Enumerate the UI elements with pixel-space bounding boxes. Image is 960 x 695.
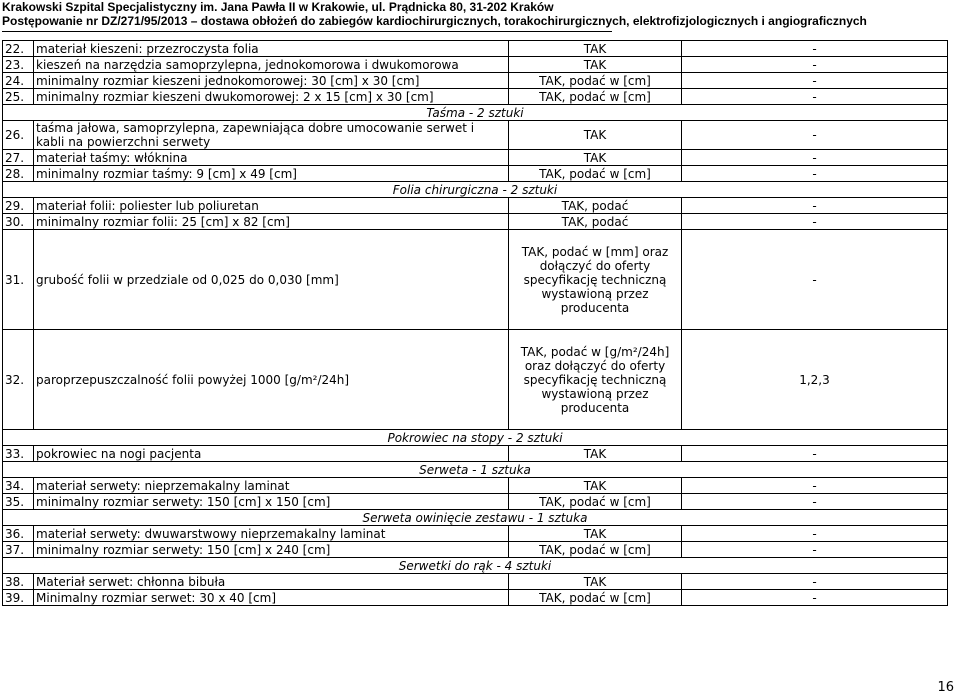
row-value: - [682,542,948,558]
row-number: 22. [3,41,34,57]
row-number: 30. [3,214,34,230]
section-row [3,105,948,121]
row-requirement: TAK, podać w [cm] [509,73,682,89]
row-number: 25. [3,89,34,105]
row-number: 27. [3,150,34,166]
row-value: - [682,526,948,542]
row-requirement: TAK [509,446,682,462]
row-number: 28. [3,166,34,182]
table-row [3,446,948,462]
row-description: minimalny rozmiar folii: 25 [cm] x 82 [cm] [34,214,509,230]
row-value: - [682,494,948,510]
row-description: minimalny rozmiar serwety: 150 [cm] x 150 [cm] [34,494,509,510]
row-description: minimalny rozmiar kieszeni jednokomorowej: 30 [cm] x 30 [cm] [34,73,509,89]
specification-table [2,40,948,606]
row-requirement: TAK, podać w [cm] [509,494,682,510]
row-requirement: TAK [509,150,682,166]
row-requirement: TAK, podać w [cm] [509,590,682,606]
section-title: Serweta owinięcie zestawu - 1 sztuka [3,510,948,526]
row-value: - [682,41,948,57]
row-requirement: TAK, podać w [mm] oraz dołączyć do oferty specyfikację techniczną wystawioną przez producenta [509,230,682,330]
row-value: - [682,150,948,166]
row-description: minimalny rozmiar kieszeni dwukomorowej: 2 x 15 [cm] x 30 [cm] [34,89,509,105]
row-requirement: TAK [509,41,682,57]
row-number: 33. [3,446,34,462]
header-hospital-line: Krakowski Szpital Specjalistyczny im. Jana Pawła II w Krakowie, ul. Prądnicka 80, 31-202 Kraków [2,0,554,14]
table-row [3,73,948,89]
table-row [3,230,948,330]
row-requirement: TAK [509,121,682,150]
row-value: - [682,57,948,73]
row-number: 39. [3,590,34,606]
table-row [3,494,948,510]
row-value: - [682,574,948,590]
row-description: taśma jałowa, samoprzylepna, zapewniająca dobre umocowanie serwet i kabli na powierzchni serwety [34,121,509,150]
section-title: Serwetki do rąk - 4 sztuki [3,558,948,574]
table-row [3,89,948,105]
row-number: 34. [3,478,34,494]
row-value: - [682,590,948,606]
row-requirement: TAK [509,574,682,590]
row-description: kieszeń na narzędzia samoprzylepna, jednokomorowa i dwukomorowa [34,57,509,73]
row-requirement: TAK, podać w [g/m²/24h] oraz dołączyć do oferty specyfikację techniczną wystawioną przez producenta [509,330,682,430]
header-rule [2,31,612,32]
row-number: 23. [3,57,34,73]
section-title: Taśma - 2 sztuki [3,105,948,121]
section-row [3,182,948,198]
row-number: 37. [3,542,34,558]
table-row [3,41,948,57]
row-number: 38. [3,574,34,590]
row-description: materiał taśmy: włóknina [34,150,509,166]
row-requirement: TAK, podać w [cm] [509,542,682,558]
row-value: - [682,198,948,214]
page-number: 16 [937,680,954,695]
row-description: grubość folii w przedziale od 0,025 do 0,030 [mm] [34,230,509,330]
table-row [3,542,948,558]
row-value: - [682,478,948,494]
row-value: - [682,89,948,105]
section-title: Pokrowiec na stopy - 2 sztuki [3,430,948,446]
row-requirement: TAK, podać w [cm] [509,166,682,182]
section-row [3,510,948,526]
row-description: materiał serwety: nieprzemakalny laminat [34,478,509,494]
row-requirement: TAK, podać w [cm] [509,89,682,105]
row-requirement: TAK, podać [509,214,682,230]
document-header [2,0,867,28]
row-description: materiał serwety: dwuwarstwowy nieprzemakalny laminat [34,526,509,542]
row-number: 24. [3,73,34,89]
row-description: Minimalny rozmiar serwet: 30 x 40 [cm] [34,590,509,606]
row-description: Materiał serwet: chłonna bibuła [34,574,509,590]
row-number: 32. [3,330,34,430]
row-requirement: TAK [509,478,682,494]
table-row [3,150,948,166]
row-description: pokrowiec na nogi pacjenta [34,446,509,462]
table-row [3,478,948,494]
row-value: - [682,446,948,462]
row-value: - [682,166,948,182]
table-row [3,214,948,230]
row-value: - [682,230,948,330]
section-title: Folia chirurgiczna - 2 sztuki [3,182,948,198]
table-row [3,121,948,150]
row-value: - [682,121,948,150]
row-description: minimalny rozmiar serwety: 150 [cm] x 240 [cm] [34,542,509,558]
row-description: materiał kieszeni: przezroczysta folia [34,41,509,57]
row-number: 31. [3,230,34,330]
section-title: Serweta - 1 sztuka [3,462,948,478]
table-row [3,526,948,542]
table-row [3,590,948,606]
table-row [3,198,948,214]
row-number: 35. [3,494,34,510]
table-row [3,166,948,182]
row-value: - [682,214,948,230]
table-row [3,330,948,430]
table-row [3,57,948,73]
section-row [3,430,948,446]
row-value: - [682,73,948,89]
section-row [3,462,948,478]
row-description: materiał folii: poliester lub poliuretan [34,198,509,214]
row-description: paroprzepuszczalność folii powyżej 1000 [g/m²/24h] [34,330,509,430]
row-number: 36. [3,526,34,542]
row-requirement: TAK [509,526,682,542]
header-procurement-line: Postępowanie nr DZ/271/95/2013 – dostawa obłożeń do zabiegów kardiochirurgicznych, torakochirurgicznych, elektrofizjologicznych i angiograficznych [2,14,867,28]
row-requirement: TAK [509,57,682,73]
row-number: 29. [3,198,34,214]
row-value: 1,2,3 [682,330,948,430]
table-row [3,574,948,590]
row-number: 26. [3,121,34,150]
row-description: minimalny rozmiar taśmy: 9 [cm] x 49 [cm] [34,166,509,182]
row-requirement: TAK, podać [509,198,682,214]
section-row [3,558,948,574]
